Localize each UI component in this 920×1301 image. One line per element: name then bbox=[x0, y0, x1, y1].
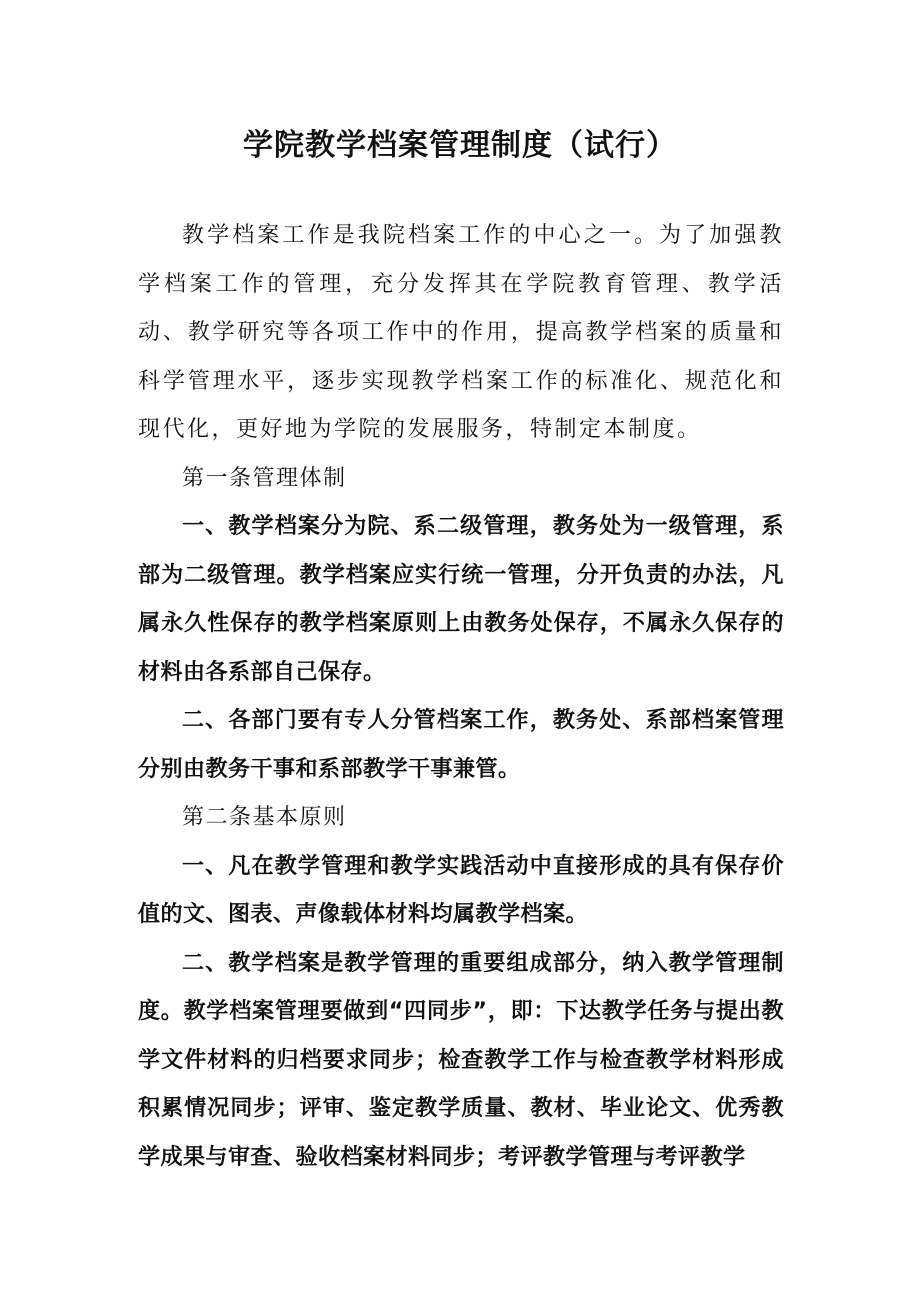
document-body bbox=[138, 212, 784, 1182]
document-title: 学院教学档案管理制度（试行） bbox=[243, 128, 677, 163]
paragraph-1-2: 二、各部门要有专人分管档案工作，教务处、系部档案管理分别由教务干事和系部教学干事兼管。 bbox=[138, 708, 784, 782]
paragraph-2-2: 二、教学档案是教学管理的重要组成部分，纳入教学管理制度。教学档案管理要做到“四同步”，即：下达教学任务与提出教学文件材料的归档要求同步；检查教学工作与检查教学材料形成积累情况同步；评审、鉴定教学质量、教材、毕业论文、优秀教学成果与审查、验收档案材料同步；考评教学管理与考评教学 bbox=[138, 950, 784, 1170]
section-heading-1: 第一条管理体制 bbox=[182, 465, 347, 491]
section-heading-2: 第二条基本原则 bbox=[182, 805, 347, 830]
paragraph-intro: 教学档案工作是我院档案工作的中心之一。为了加强教学档案工作的管理，充分发挥其在学院教育管理、教学活动、教学研究等各项工作中的作用，提高教学档案的质量和科学管理水平，逐步实现教学档案工作的标准化、规范化和现代化，更好地为学院的发展服务，特制定本制度。 bbox=[138, 223, 784, 442]
paragraph-2-1: 一、凡在教学管理和教学实践活动中直接形成的具有保存价值的文、图表、声像载体材料均属教学档案。 bbox=[138, 853, 784, 927]
paragraph-1-1: 一、教学档案分为院、系二级管理，教务处为一级管理，系部为二级管理。教学档案应实行统一管理，分开负责的办法，凡属永久性保存的教学档案原则上由教务处保存，不属永久保存的材料由各系部自己保存。 bbox=[138, 514, 784, 685]
